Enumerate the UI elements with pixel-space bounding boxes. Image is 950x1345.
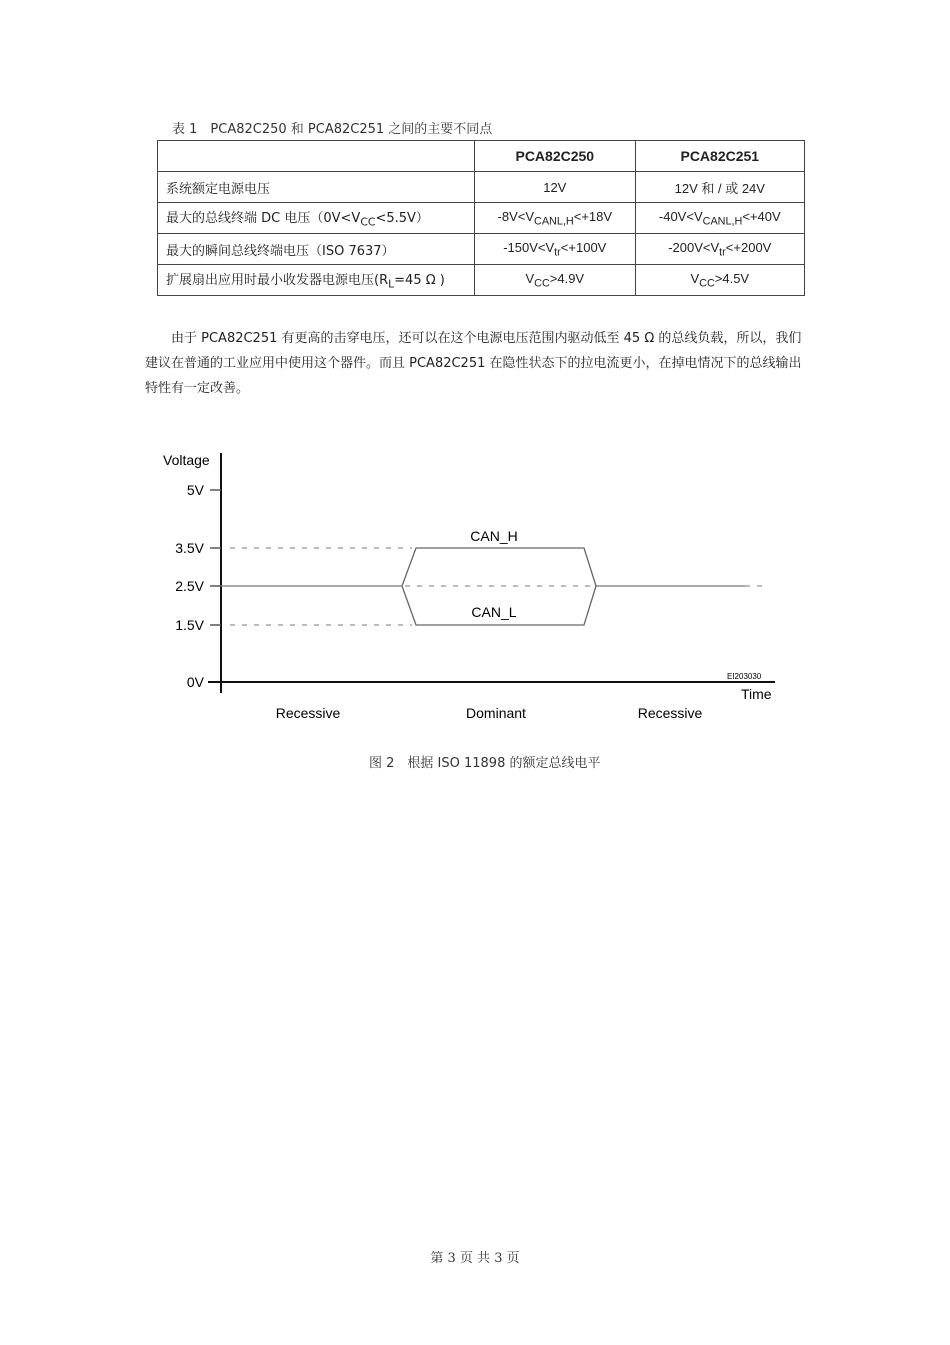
y-tick-label: 5V [186, 482, 204, 498]
can-l-label: CAN_L [471, 604, 517, 620]
cell-pca82c251: 12V 和 / 或 24V [635, 172, 804, 203]
body-paragraph: 由于 PCA82C251 有更高的击穿电压，还可以在这个电源电压范围内驱动低至 45 Ω 的总线负载，所以，我们建议在普通的工业应用中使用这个器件。而且 PCA82C251 在隐性状态下的拉电流更小，在掉电情况下的总线输出特性有一定改善。 [145, 331, 802, 396]
table-caption: 表 1 PCA82C250 和 PCA82C251 之间的主要不同点 [172, 122, 493, 137]
can-h-trace [402, 548, 596, 586]
cell-pca82c250: 12V [475, 172, 636, 203]
table-header-pca82c251: PCA82C251 [635, 141, 804, 172]
comparison-table [157, 140, 805, 296]
y-tick-label: 2.5V [175, 578, 204, 594]
table-row [158, 234, 805, 265]
cell-pca82c250: $-8V<V_{CANL,H}<+18V$ [475, 203, 636, 234]
y-tick-label: 1.5V [175, 617, 204, 633]
cell-pca82c251: $V_{CC}>4.5V$ [635, 265, 804, 296]
y-axis-label: Voltage [163, 452, 210, 468]
table-header-empty [158, 141, 475, 172]
table-header-row [158, 141, 805, 172]
x-axis-label: Time [741, 686, 772, 702]
row-label: 系统额定电源电压 [158, 172, 475, 203]
table-header-pca82c250: PCA82C250 [475, 141, 636, 172]
can-bus-level-diagram [150, 445, 790, 735]
cell-pca82c251: $-200V<V_{tr}<+200V$ [635, 234, 804, 265]
y-tick-label: 3.5V [175, 540, 204, 556]
row-label: 扩展扇出应用时最小收发器电源电压($R_L=45$ Ω ) [158, 265, 475, 296]
table-row [158, 265, 805, 296]
figure-code: EI203030 [727, 672, 762, 681]
cell-pca82c250: $-150V<V_{tr}<+100V$ [475, 234, 636, 265]
y-tick-label: 0V [186, 674, 204, 690]
table-row [158, 203, 805, 234]
phase-label: Recessive [275, 705, 341, 721]
can-h-label: CAN_H [470, 528, 518, 544]
table-row [158, 172, 805, 203]
phase-label: Dominant [466, 705, 526, 721]
figure-caption: 图 2 根据 ISO 11898 的额定总线电平 [369, 756, 601, 771]
row-label: 最大的瞬间总线终端电压（ISO 7637） [158, 234, 475, 265]
phase-label: Recessive [637, 705, 703, 721]
page-footer: 第 3 页 共 3 页 [430, 1251, 520, 1266]
row-label: 最大的总线终端 DC 电压$(0V<V_{CC}<5.5V)$ [158, 203, 475, 234]
cell-pca82c250: $V_{CC}>4.9V$ [475, 265, 636, 296]
cell-pca82c251: $-40V<V_{CANL,H}<+40V$ [635, 203, 804, 234]
